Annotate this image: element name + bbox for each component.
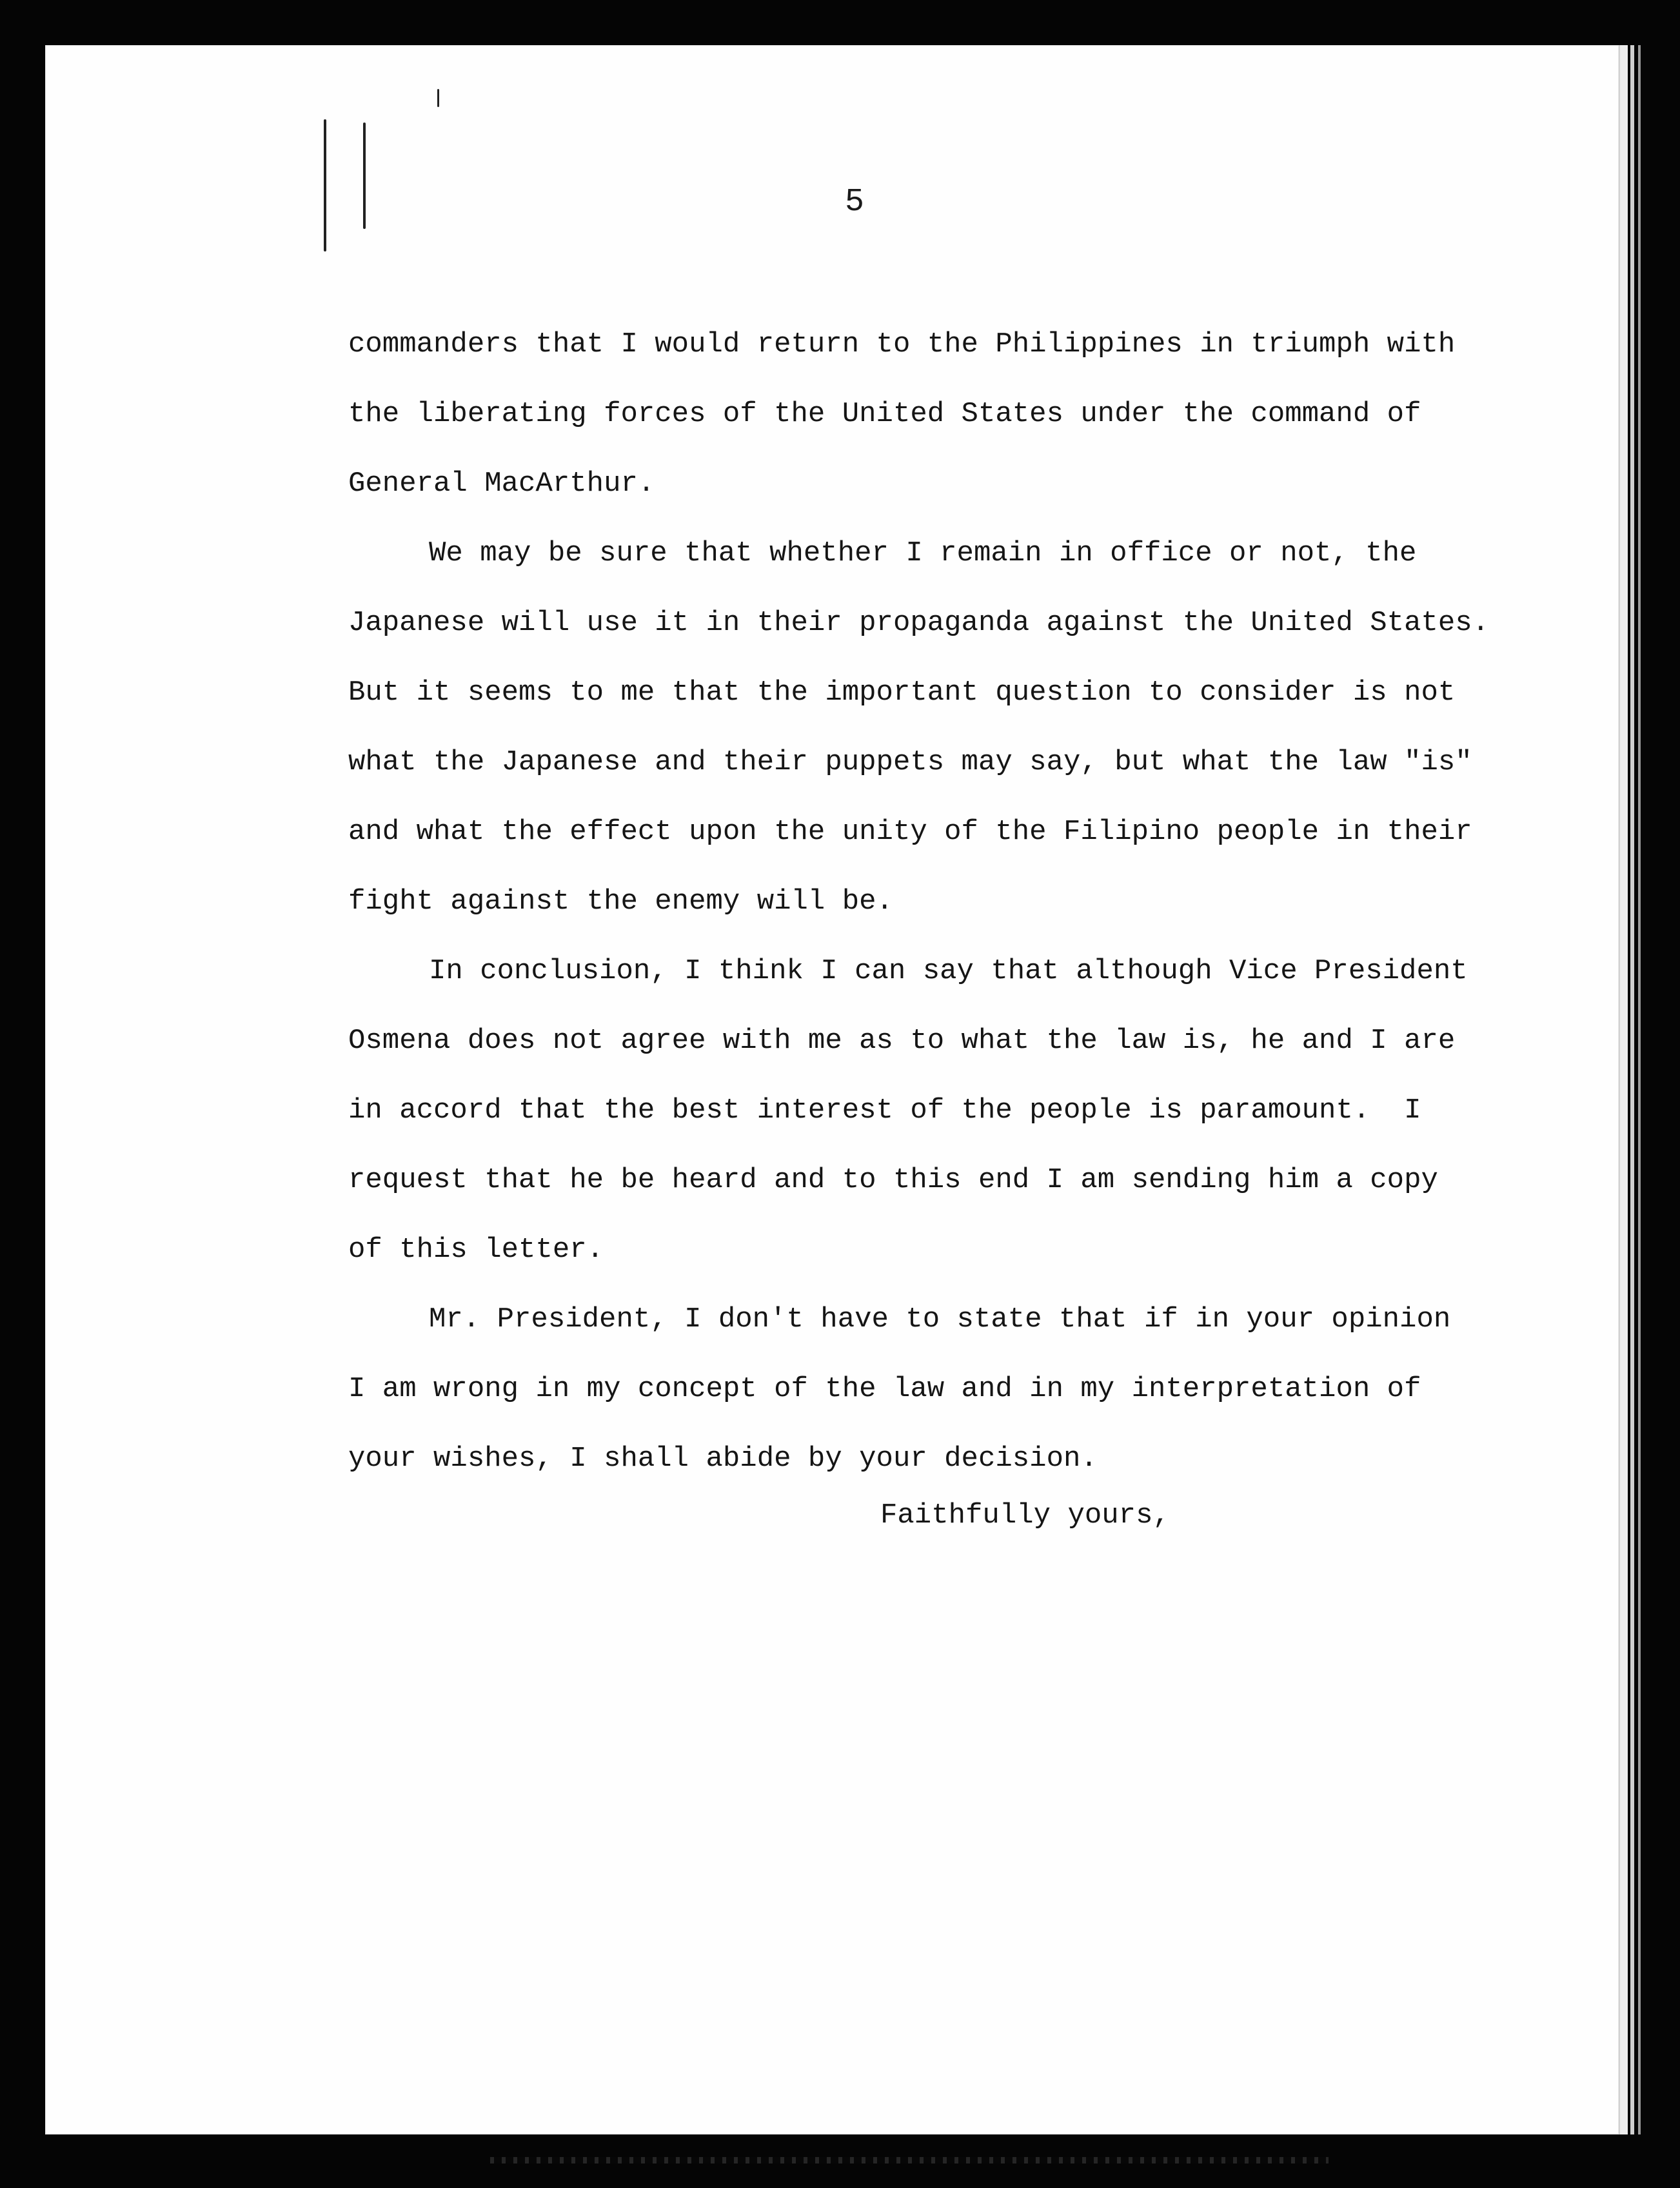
letter-line: request that he be heard and to this end I am sending him a copy <box>348 1164 1438 1196</box>
letter-line: General MacArthur. <box>348 468 655 500</box>
page-edge <box>1620 45 1628 2134</box>
letter-line: Japanese will use it in their propaganda against the United States. <box>348 607 1490 639</box>
letter-line: Osmena does not agree with me as to what the law is, he and I are <box>348 1025 1456 1057</box>
letter-line: We may be sure that whether I remain in office or not, the <box>429 537 1417 569</box>
letter-line: your wishes, I shall abide by your decision. <box>348 1443 1098 1475</box>
letter-line: commanders that I would return to the Philippines in triumph with <box>348 328 1456 360</box>
letter-line: In conclusion, I think I can say that although Vice President <box>429 955 1468 987</box>
letter-line: Mr. President, I don't have to state that if in your opinion <box>429 1303 1451 1335</box>
letter-line: and what the effect upon the unity of the Filipino people in their <box>348 816 1472 848</box>
letter-line: in accord that the best interest of the people is paramount. I <box>348 1094 1421 1127</box>
letter-closing: Faithfully yours, <box>880 1499 1170 1532</box>
margin-mark <box>363 123 366 229</box>
letter-body <box>348 310 1490 1493</box>
letter-line: But it seems to me that the important question to consider is not <box>348 676 1456 709</box>
letter-line: the liberating forces of the United States under the command of <box>348 398 1421 430</box>
page-number: 5 <box>845 184 865 221</box>
margin-mark <box>324 119 326 251</box>
scan-noise <box>490 2157 1329 2163</box>
letter-line: what the Japanese and their puppets may say, but what the law "is" <box>348 746 1472 778</box>
margin-mark <box>437 89 439 107</box>
letter-line: of this letter. <box>348 1234 604 1266</box>
letter-line: fight against the enemy will be. <box>348 885 893 918</box>
page-edge <box>1630 45 1634 2134</box>
letter-line: I am wrong in my concept of the law and in my interpretation of <box>348 1373 1421 1405</box>
page-edge <box>1638 45 1641 2134</box>
